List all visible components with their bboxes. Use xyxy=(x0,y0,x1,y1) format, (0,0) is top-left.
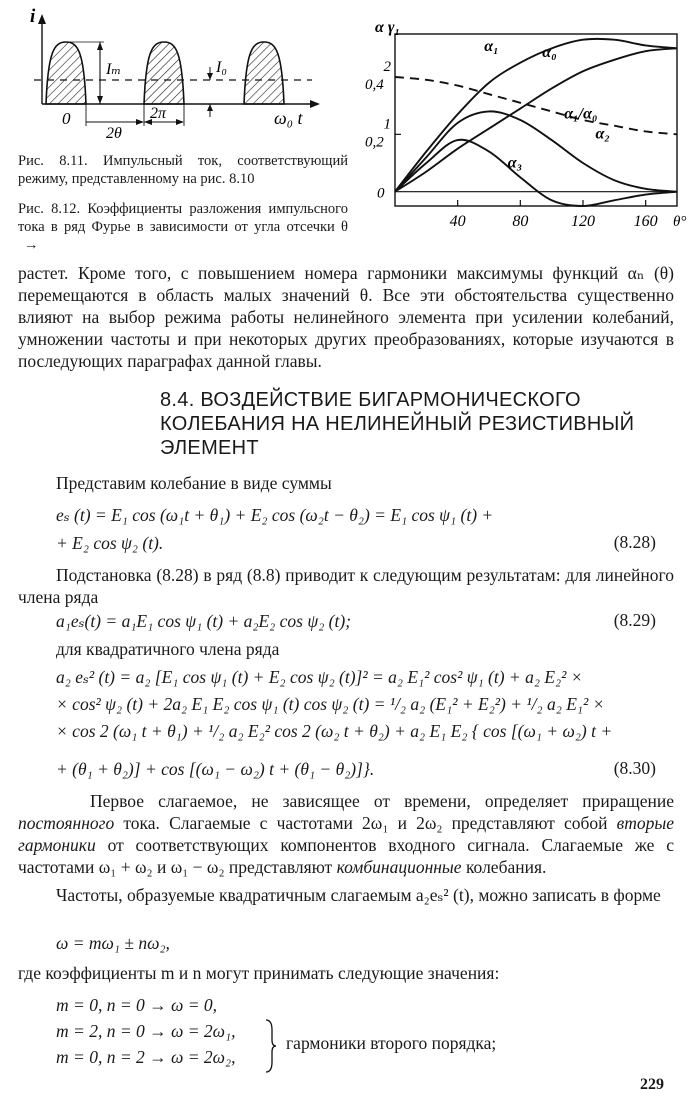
series-alpha0 xyxy=(395,48,677,191)
y-tick-label: 0,4 xyxy=(365,77,384,93)
para3-italic-constant: постоянного xyxy=(18,813,115,833)
caption-arrow: → xyxy=(24,237,39,253)
equation-8-30-line4: + (θ₁ + θ₂)] + cos [(ω₁ − ω₂) t + (θ₁ − θ₂)]}. xyxy=(56,759,375,779)
axis-i-label: i xyxy=(30,6,36,27)
case-line-2: m = 2, n = 0 → ω = 2ω₁, xyxy=(56,1021,236,1041)
para3-part-b: тока. Слагаемые с частотами 2ω₁ и 2ω₂ представляют собой xyxy=(114,813,617,833)
equation-8-28-line1: eₛ (t) = E₁ cos (ω₁t + θ₁) + E₂ cos (ω₂t − θ₂) = E₁ cos ψ₁ (t) + xyxy=(56,505,494,525)
quadratic-intro: для квадратичного члена ряда xyxy=(56,639,280,659)
label-alpha1: α₁ xyxy=(484,38,499,56)
equation-8-28-line2: + E₂ cos ψ₂ (t). xyxy=(56,533,164,553)
series-alpha1 xyxy=(395,39,677,192)
chart-labels xyxy=(365,19,686,230)
equation-8-30-line1: a₂ eₛ² (t) = a₂ [E₁ cos ψ₁ (t) + E₂ cos ψ₂ (t)]² = a₂ E₁² cos² ψ₁ (t) + a₂ E₂² × xyxy=(56,667,583,687)
case-brace xyxy=(264,1018,276,1074)
equation-8-30-number: (8.30) xyxy=(613,758,656,778)
chart-axes xyxy=(395,34,677,206)
equation-8-28-number: (8.28) xyxy=(613,532,656,552)
x-tick-label: 160 xyxy=(633,213,658,230)
equation-8-29: a₁eₛ(t) = a₁E₁ cos ψ₁ (t) + a₂E₂ cos ψ₂ (t); xyxy=(56,611,352,631)
two-theta-label: 2θ xyxy=(106,125,122,142)
omega-equation: ω = mω₁ ± nω₂, xyxy=(56,933,170,953)
label-ratio: α₁/α₀ xyxy=(564,105,598,123)
coefficients-paragraph: где коэффициенты m и n могут принимать следующие значения: xyxy=(18,963,500,983)
equation-8-29-number: (8.29) xyxy=(613,610,656,630)
figure-8-11 xyxy=(22,6,322,142)
ratio-tick-label: 2 xyxy=(383,59,391,75)
label-alpha2: α₂ xyxy=(595,125,610,143)
case-line-1: m = 0, n = 0 → ω = 0, xyxy=(56,995,218,1015)
para3-italic-second-harmonics: вторые гармоники xyxy=(18,813,674,855)
x-tick-label: 80 xyxy=(512,213,529,230)
fourier-coefficients-chart xyxy=(355,19,687,250)
explanation-paragraph xyxy=(18,790,674,878)
y-tick-label: 0,2 xyxy=(365,134,384,151)
x-tick-label: 40 xyxy=(449,213,466,230)
label-alpha3: α₃ xyxy=(507,154,523,172)
pulse-current-diagram xyxy=(22,6,322,142)
equation-8-30-line3: × cos 2 (ω₁ t + θ₁) + ¹/₂ a₂ E₂² cos 2 (ω₂ t + θ₂) + a₂ E₁ E₂ { cos [(ω₁ + ω₂) t + xyxy=(56,721,613,741)
case-line-3: m = 0, n = 2 → ω = 2ω₂, xyxy=(56,1047,236,1067)
label-alpha0: α₀ xyxy=(542,43,557,61)
series-alpha2 xyxy=(395,111,677,191)
equation-8-30-line2: × cos² ψ₂ (t) + 2a₂ E₁ E₂ cos ψ₁ (t) cos ψ₂ (t) = ¹/₂ a₂ (E₁² + E₂²) + ¹/₂ a₂ E₁² × xyxy=(56,694,605,714)
axis-t-label: ω₀ t xyxy=(274,108,303,128)
paragraph-continuation: растет. Кроме того, с повышением номера гармоники максимумы функций αₙ (θ) перемещаются в область малых значений θ. Все эти обстоятельства существенно влияют на выбор режима работы нелинейного элемента при усилении колебаний, умножении частоты и при некоторых других преобразованиях, которые изучаются в последующих параграфах данной главы. xyxy=(18,263,674,371)
frequencies-paragraph: Частоты, образуемые квадратичным слагаемым a₂eₛ² (t), можно записать в форме xyxy=(56,885,661,905)
series-alpha3 xyxy=(395,140,677,206)
para3-part-c: от соответствующих компонентов входного сигнала. Слагаемые же с частотами ω₁ + ω₂ и ω₁ − ω₂ представляют xyxy=(18,835,674,877)
y-tick-label: 0 xyxy=(377,185,385,202)
theta-unit-label: θ° xyxy=(673,214,687,230)
x-tick-label: 120 xyxy=(571,213,595,230)
caption-text: Рис. 8.12. Коэффициенты разложения импульсного тока в ряд Фурье в зависимости от угла отсечки θ xyxy=(18,201,348,235)
figure-8-12-caption xyxy=(18,200,348,254)
intro-sentence: Представим колебание в виде суммы xyxy=(56,473,332,493)
page-number: 229 xyxy=(640,1076,664,1093)
ratio-tick-label: 1 xyxy=(383,116,391,133)
i0-label: I₀ xyxy=(216,59,227,76)
case-note: гармоники второго порядка; xyxy=(286,1033,497,1053)
origin-label: 0 xyxy=(62,109,71,128)
chart-series xyxy=(395,39,677,206)
para3-italic-combination: комбинационные xyxy=(336,857,462,877)
im-label: Iₘ xyxy=(106,61,122,78)
para3-part-d: колебания. xyxy=(461,857,547,877)
two-pi-label: 2π xyxy=(150,105,167,122)
para3-part-a: Первое слагаемое, не зависящее от времени, определяет приращение xyxy=(90,791,674,811)
axis-alpha-gamma-label: α γ₁ xyxy=(375,19,401,36)
figure-8-11-caption: Рис. 8.11. Импульсный ток, соответствующий режиму, представленному на рис. 8.10 xyxy=(18,153,348,187)
figure-8-12 xyxy=(355,19,687,250)
series-ratio xyxy=(395,77,677,134)
substitution-paragraph: Подстановка (8.28) в ряд (8.8) приводит к следующим результатам: для линейного члена ряда xyxy=(18,565,674,607)
section-heading: 8.4. ВОЗДЕЙСТВИЕ БИГАРМОНИЧЕСКОГО КОЛЕБАНИЯ НА НЕЛИНЕЙНЫЙ РЕЗИСТИВНЫЙ ЭЛЕМЕНТ xyxy=(160,389,635,459)
plot-frame xyxy=(395,34,677,206)
